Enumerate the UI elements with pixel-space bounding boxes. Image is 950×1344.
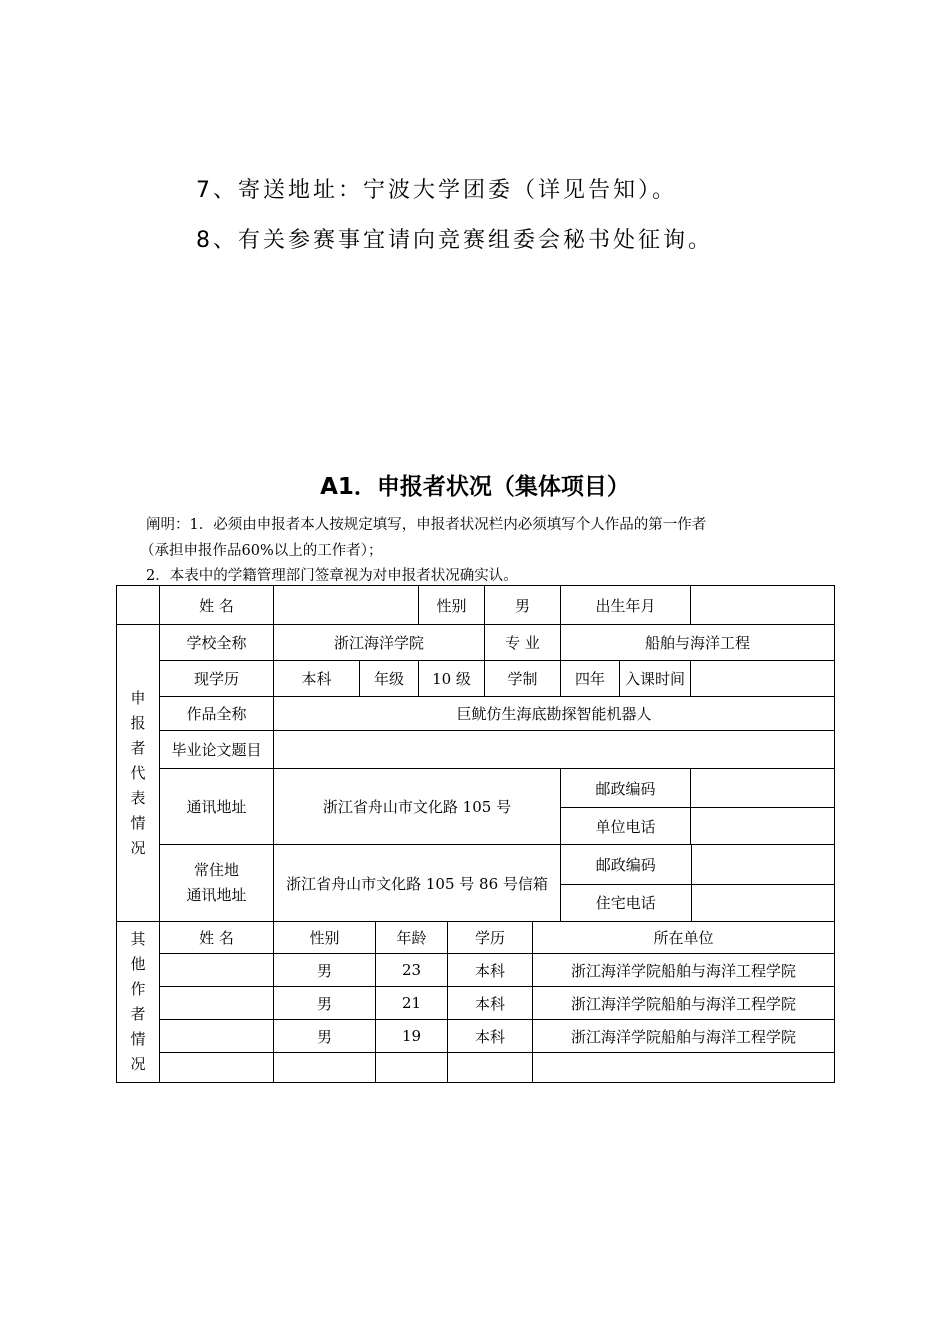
author-unit-cell[interactable]: 浙江海洋学院船舶与海洋工程学院 bbox=[533, 987, 835, 1020]
table-row bbox=[117, 987, 835, 1020]
enroll-label: 入课时间 bbox=[620, 661, 691, 697]
author-gender-cell[interactable]: 男 bbox=[274, 987, 376, 1020]
author-unit-cell[interactable]: 浙江海洋学院船舶与海洋工程学院 bbox=[533, 954, 835, 987]
author-age-cell[interactable]: 19 bbox=[376, 1020, 448, 1053]
postcode-value-cell[interactable] bbox=[691, 769, 835, 808]
author-name-cell[interactable] bbox=[160, 987, 274, 1020]
home-phone-value-cell[interactable] bbox=[691, 884, 834, 921]
author-education-cell[interactable]: 本科 bbox=[448, 987, 533, 1020]
form-note-1: 阐明：1．必须由申报者本人按规定填写，申报者状况栏内必须填写个人作品的第一作者 bbox=[146, 517, 707, 533]
school-label: 学校全称 bbox=[160, 625, 274, 661]
home-address-label: 常住地 通讯地址 bbox=[160, 845, 274, 922]
col-header-age: 年龄 bbox=[376, 922, 448, 954]
author-age-cell[interactable] bbox=[376, 1053, 448, 1083]
author-name-cell[interactable] bbox=[160, 954, 274, 987]
name-value-cell[interactable] bbox=[274, 586, 419, 625]
education-value[interactable]: 本科 bbox=[274, 661, 360, 697]
notice-item-7: 7、寄送地址：宁波大学团委（详见告知）。 bbox=[196, 178, 677, 203]
author-unit-cell[interactable]: 浙江海洋学院船舶与海洋工程学院 bbox=[533, 1020, 835, 1053]
home-address-value[interactable]: 浙江省舟山市文化路 105 号 86 号信箱 bbox=[274, 845, 561, 922]
work-phone-label: 单位电话 bbox=[561, 808, 691, 845]
applicant-table bbox=[116, 585, 835, 922]
corner-cell bbox=[117, 586, 160, 625]
system-label: 学制 bbox=[485, 661, 561, 697]
col-header-unit: 所在单位 bbox=[533, 922, 835, 954]
author-gender-cell[interactable]: 男 bbox=[274, 954, 376, 987]
birth-label: 出生年月 bbox=[561, 586, 691, 625]
home-postcode-label: 邮政编码 bbox=[561, 845, 691, 884]
address-value[interactable]: 浙江省舟山市文化路 105 号 bbox=[274, 769, 561, 845]
author-education-cell[interactable]: 本科 bbox=[448, 954, 533, 987]
home-contact-cell bbox=[561, 845, 835, 922]
system-value[interactable]: 四年 bbox=[561, 661, 620, 697]
author-education-cell[interactable] bbox=[448, 1053, 533, 1083]
major-value[interactable]: 船舶与海洋工程 bbox=[561, 625, 835, 661]
gender-label: 性别 bbox=[419, 586, 485, 625]
work-phone-value-cell[interactable] bbox=[691, 808, 835, 845]
author-name-cell[interactable] bbox=[160, 1053, 274, 1083]
author-unit-cell[interactable] bbox=[533, 1053, 835, 1083]
grade-value[interactable]: 10 级 bbox=[419, 661, 485, 697]
address-label: 通讯地址 bbox=[160, 769, 274, 845]
col-header-gender: 性别 bbox=[274, 922, 376, 954]
postcode-label: 邮政编码 bbox=[561, 769, 691, 808]
birth-value-cell[interactable] bbox=[691, 586, 835, 625]
name-label: 姓 名 bbox=[160, 586, 274, 625]
form-note-3: 2．本表中的学籍管理部门签章视为对申报者状况确实认。 bbox=[146, 568, 518, 584]
school-value[interactable]: 浙江海洋学院 bbox=[274, 625, 485, 661]
author-age-cell[interactable]: 23 bbox=[376, 954, 448, 987]
table-row bbox=[117, 1053, 835, 1083]
thesis-value-cell[interactable] bbox=[274, 731, 835, 769]
notice-item-8: 8、有关参赛事宜请向竞赛组委会秘书处征询。 bbox=[196, 228, 713, 253]
home-phone-label: 住宅电话 bbox=[561, 884, 691, 921]
author-name-cell[interactable] bbox=[160, 1020, 274, 1053]
applicant-section-label: 申 报 者 代 表 情 况 bbox=[117, 625, 160, 922]
author-gender-cell[interactable] bbox=[274, 1053, 376, 1083]
other-authors-table bbox=[116, 921, 835, 1083]
home-postcode-value-cell[interactable] bbox=[691, 845, 834, 884]
author-gender-cell[interactable]: 男 bbox=[274, 1020, 376, 1053]
author-age-cell[interactable]: 21 bbox=[376, 987, 448, 1020]
enroll-value-cell[interactable] bbox=[691, 661, 835, 697]
major-label: 专 业 bbox=[485, 625, 561, 661]
form-note-2: （承担申报作品60%以上的工作者）； bbox=[140, 543, 383, 559]
col-header-education: 学历 bbox=[448, 922, 533, 954]
work-title-label: 作品全称 bbox=[160, 697, 274, 731]
gender-value[interactable]: 男 bbox=[485, 586, 561, 625]
author-education-cell[interactable]: 本科 bbox=[448, 1020, 533, 1053]
grade-label: 年级 bbox=[360, 661, 419, 697]
thesis-label: 毕业论文题目 bbox=[160, 731, 274, 769]
table-row bbox=[117, 954, 835, 987]
col-header-name: 姓 名 bbox=[160, 922, 274, 954]
other-authors-section-label: 其 他 作 者 情 况 bbox=[117, 922, 160, 1083]
work-title-value[interactable]: 巨鱿仿生海底勘探智能机器人 bbox=[274, 697, 835, 731]
education-label: 现学历 bbox=[160, 661, 274, 697]
table-row bbox=[117, 1020, 835, 1053]
form-title: A1．申报者状况（集体项目） bbox=[320, 474, 630, 500]
